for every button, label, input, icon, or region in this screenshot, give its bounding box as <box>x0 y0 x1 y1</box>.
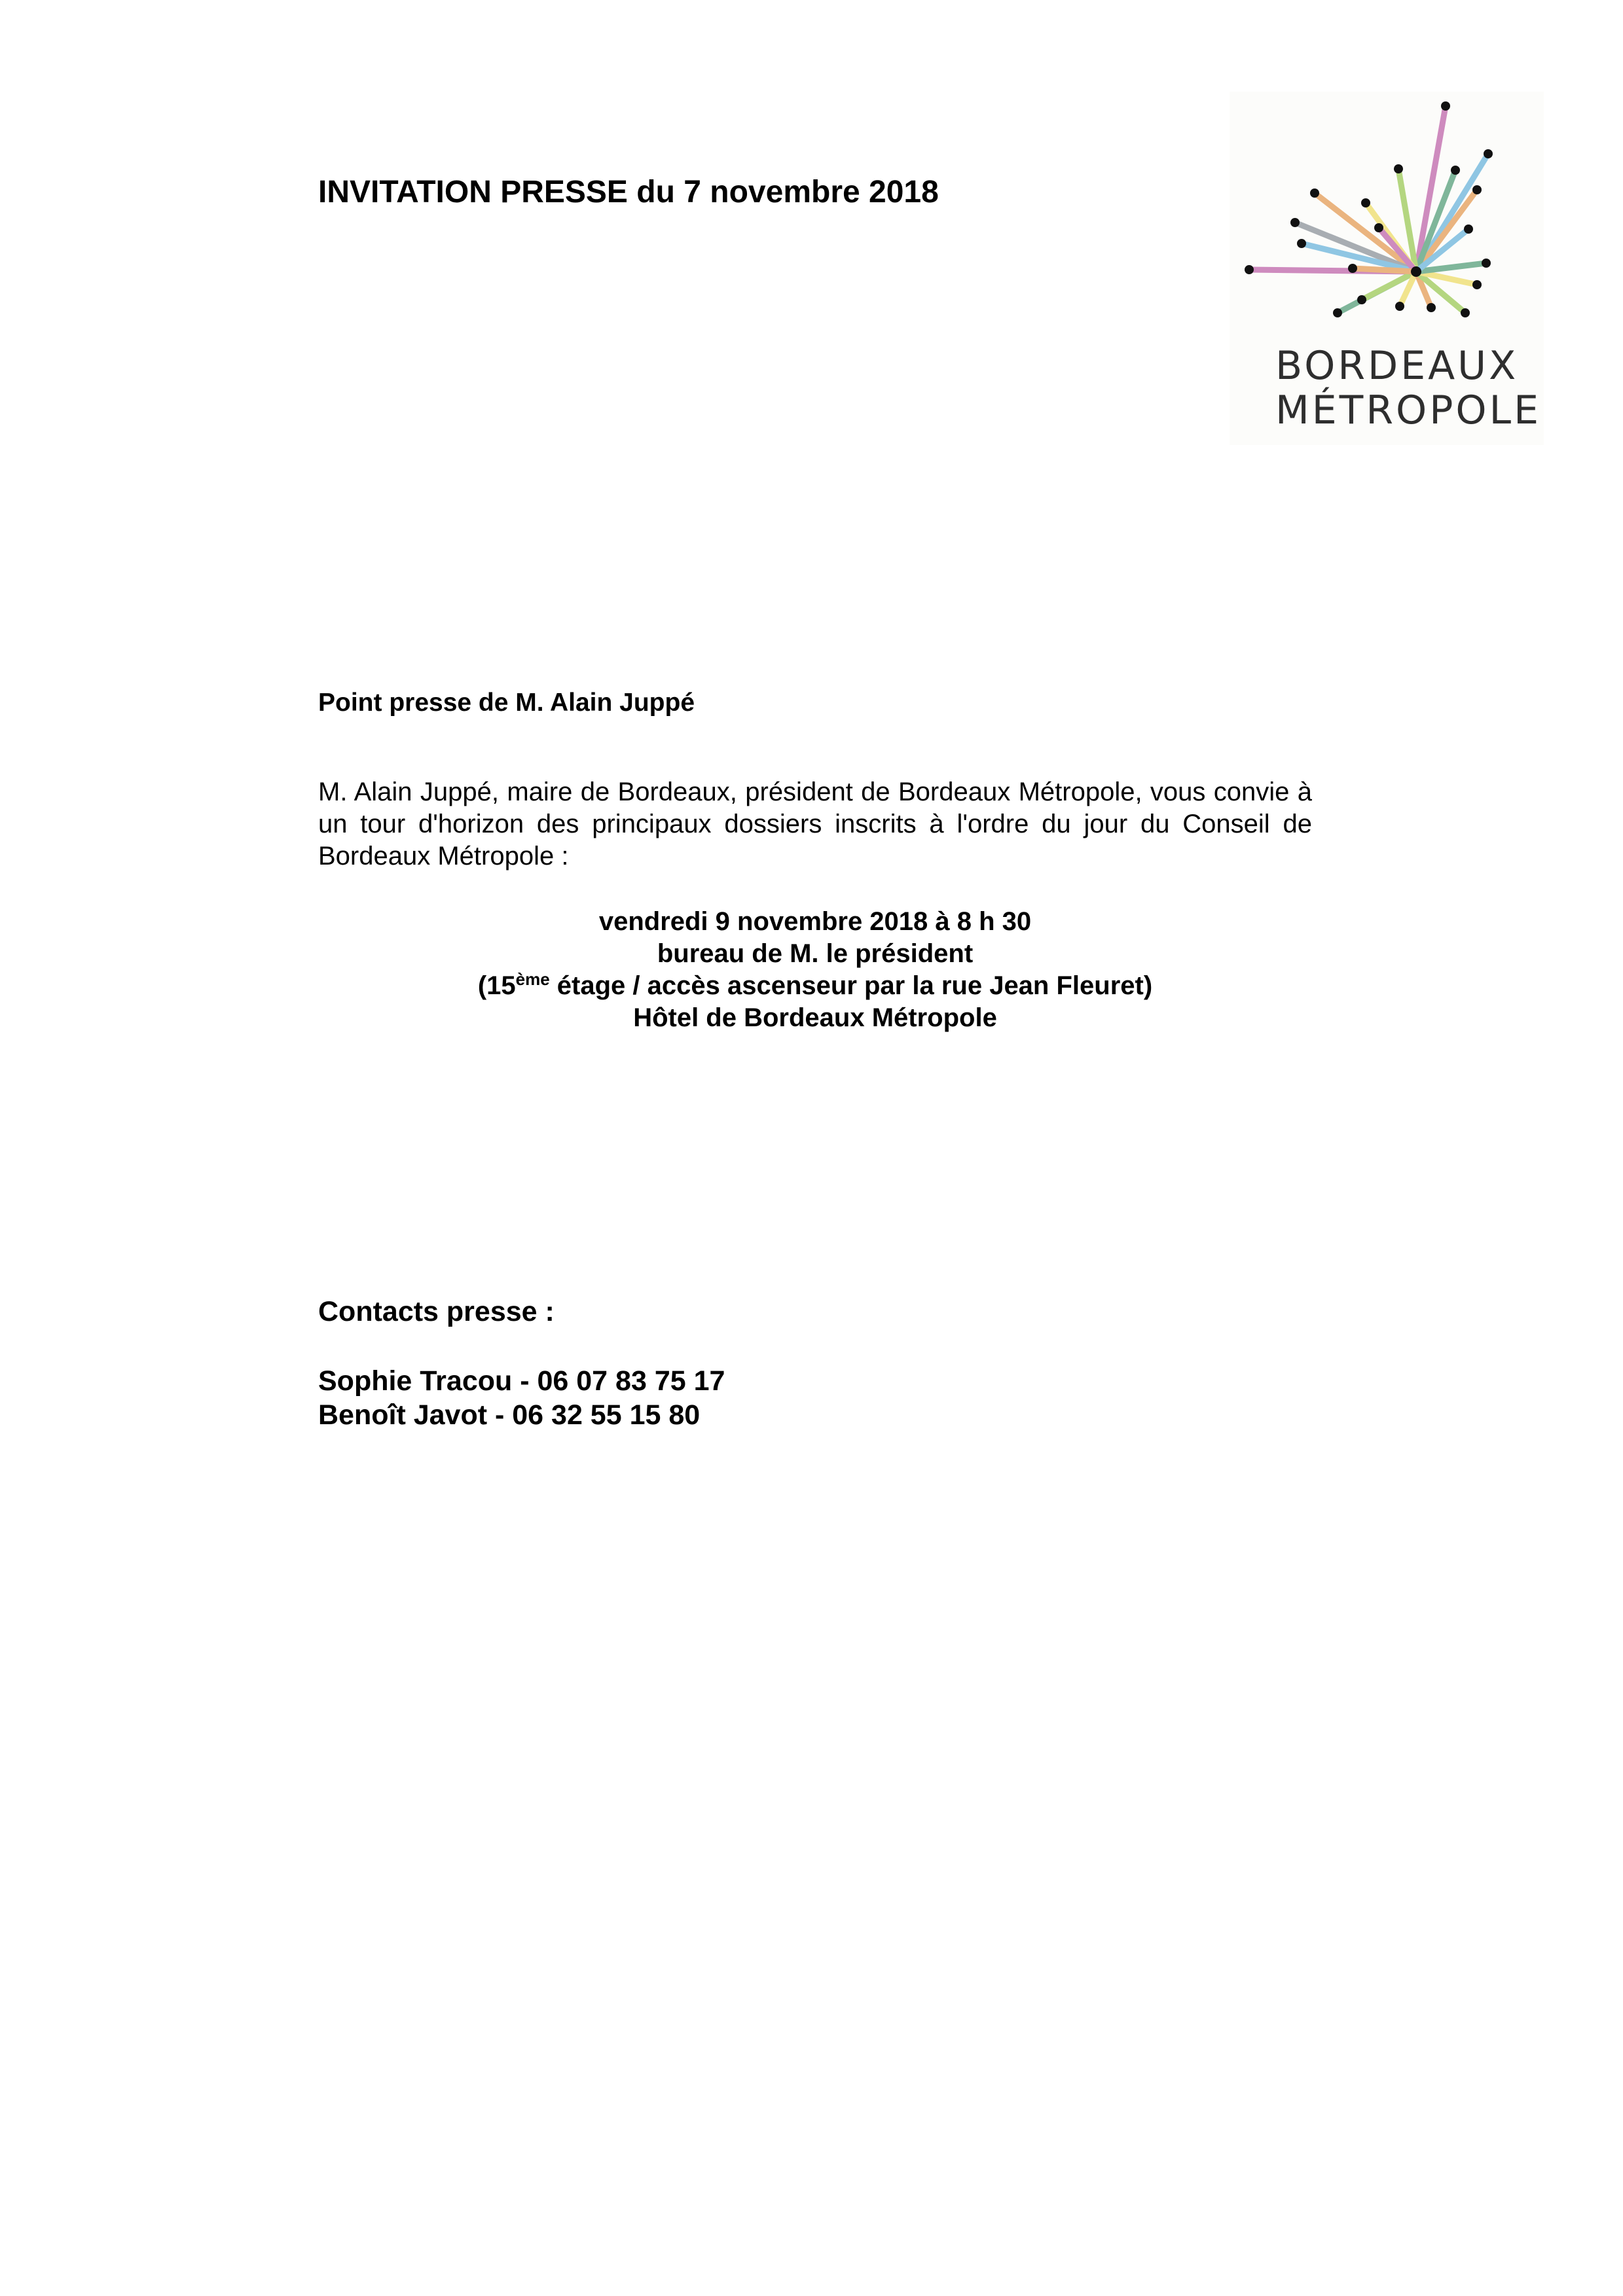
event-floor-open: (15 <box>477 971 516 1000</box>
logo-dot <box>1484 149 1493 158</box>
event-floor-sup: ème <box>515 969 550 989</box>
logo-dot <box>1472 280 1482 289</box>
logo-dot <box>1357 295 1366 304</box>
logo-dot <box>1464 224 1473 234</box>
logo-dot <box>1297 239 1306 248</box>
logo-text-line2: MÉTROPOLE <box>1275 387 1541 433</box>
contacts-list <box>318 1364 725 1432</box>
logo-dot <box>1361 198 1370 207</box>
page-title: INVITATION PRESSE du 7 novembre 2018 <box>318 175 939 209</box>
contacts-title: Contacts presse : <box>318 1296 555 1327</box>
event-place: bureau de M. le président <box>657 939 974 968</box>
logo-ray <box>1353 268 1416 272</box>
logo-dot <box>1441 101 1450 111</box>
starburst-logo-icon <box>1230 92 1544 340</box>
bordeaux-metropole-logo <box>1230 92 1544 445</box>
logo-center-dot <box>1411 266 1421 277</box>
logo-dot <box>1245 265 1254 274</box>
logo-dot <box>1395 302 1404 311</box>
logo-dot <box>1348 264 1357 273</box>
event-venue: Hôtel de Bordeaux Métropole <box>633 1003 997 1032</box>
logo-dot <box>1482 259 1491 268</box>
event-date: vendredi 9 novembre 2018 à 8 h 30 <box>598 907 1032 936</box>
contact-item: Sophie Tracou - 06 07 83 75 17 <box>318 1365 725 1397</box>
event-details <box>318 906 1312 1034</box>
intro-paragraph: M. Alain Juppé, maire de Bordeaux, président de Bordeaux Métropole, vous convie à un tour d'horizon des principaux dossiers inscrits à l'ordre du jour du Conseil de Bordeaux Métropole : <box>318 778 1312 870</box>
logo-dot <box>1394 164 1403 173</box>
logo-dot <box>1310 188 1319 198</box>
logo-dot <box>1427 303 1436 312</box>
logo-dot <box>1451 166 1460 175</box>
logo-dot <box>1374 223 1383 232</box>
logo-dot <box>1472 185 1482 194</box>
contact-item: Benoît Javot - 06 32 55 15 80 <box>318 1399 701 1431</box>
event-floor-rest: étage / accès ascenseur par la rue Jean Fleuret) <box>549 971 1153 1000</box>
logo-text-line1: BORDEAUX <box>1275 343 1519 389</box>
event-floor <box>318 970 1312 1002</box>
logo-dot <box>1333 308 1342 317</box>
logo-dot <box>1461 308 1470 317</box>
logo-dot <box>1290 218 1300 227</box>
section-title: Point presse de M. Alain Juppé <box>318 689 695 717</box>
